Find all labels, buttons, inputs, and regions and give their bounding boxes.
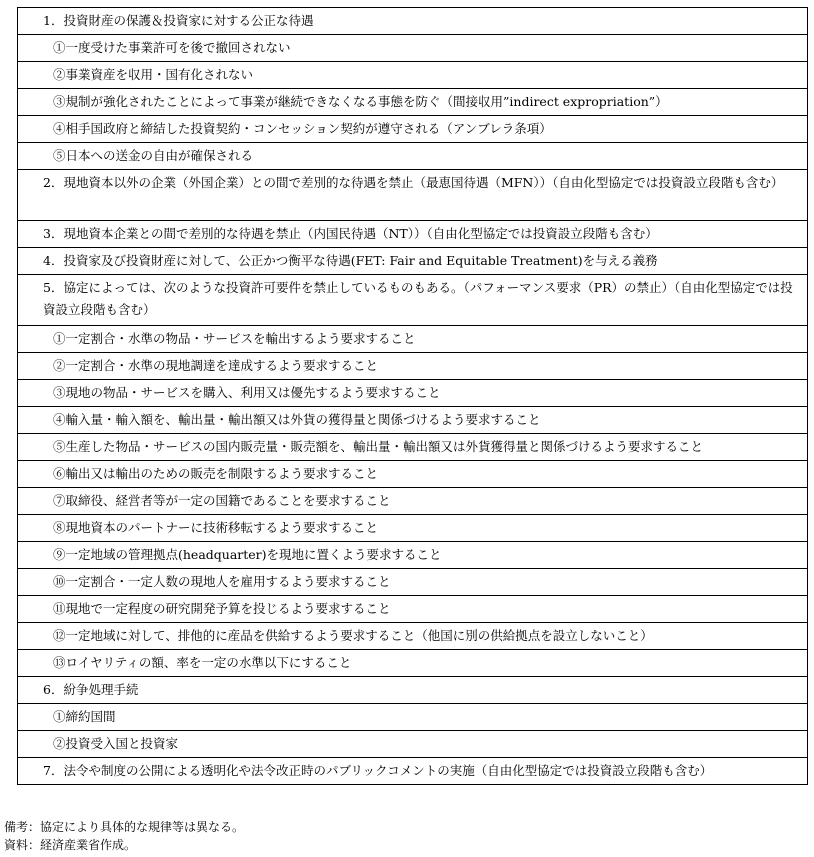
list-item: ①一度受けた事業許可を後で撤回されない	[18, 35, 808, 62]
list-item: ⑧現地資本のパートナーに技術移転するよう要求すること	[18, 515, 808, 542]
list-item: ④相手国政府と締結した投資契約・コンセッション契約が遵守される（アンブレラ条項）	[18, 116, 808, 143]
table-row	[18, 221, 808, 248]
table-row	[18, 434, 808, 461]
table-row	[18, 461, 808, 488]
table-row	[18, 650, 808, 677]
table-row	[18, 488, 808, 515]
table-row	[18, 596, 808, 623]
table-row	[18, 704, 808, 731]
list-item: ⑨一定地域の管理拠点(headquarter)を現地に置くよう要求すること	[18, 542, 808, 569]
source-note: 資料：経済産業省作成。	[4, 838, 137, 852]
list-item: ②一定割合・水準の現地調達を達成するよう要求すること	[18, 353, 808, 380]
footnotes	[4, 818, 244, 854]
table-row	[18, 326, 808, 353]
provisions-table	[17, 7, 808, 785]
list-item: ①締約国間	[18, 704, 808, 731]
list-item: ⑤生産した物品・サービスの国内販売量・販売額を、輸出量・輸出額又は外貨獲得量と関係づけるよう要求すること	[18, 434, 808, 461]
list-item: ⑤日本への送金の自由が確保される	[18, 143, 808, 170]
list-item: ⑦取締役、経営者等が一定の国籍であることを要求すること	[18, 488, 808, 515]
provisions-table-body	[18, 8, 808, 785]
list-item: ⑬ロイヤリティの額、率を一定の水準以下にすること	[18, 650, 808, 677]
section-heading: 5．協定によっては、次のような投資許可要件を禁止しているものもある。（パフォーマンス要求（PR）の禁止）（自由化型協定では投資設立段階も含む）	[18, 275, 808, 326]
section-heading: 6．紛争処理手続	[18, 677, 808, 704]
table-row	[18, 407, 808, 434]
section-heading: 3．現地資本企業との間で差別的な待遇を禁止（内国民待遇（NT））（自由化型協定では投資設立段階も含む）	[18, 221, 808, 248]
list-item: ②投資受入国と投資家	[18, 731, 808, 758]
table-row	[18, 116, 808, 143]
list-item: ④輸入量・輸入額を、輸出量・輸出額又は外貨の獲得量と関係づけるよう要求すること	[18, 407, 808, 434]
table-row	[18, 515, 808, 542]
list-item: ⑪現地で一定程度の研究開発予算を投じるよう要求すること	[18, 596, 808, 623]
table-row	[18, 8, 808, 35]
list-item: ③現地の物品・サービスを購入、利用又は優先するよう要求すること	[18, 380, 808, 407]
list-item: ①一定割合・水準の物品・サービスを輸出するよう要求すること	[18, 326, 808, 353]
list-item: ⑥輸出又は輸出のための販売を制限するよう要求すること	[18, 461, 808, 488]
table-row	[18, 275, 808, 326]
table-row	[18, 143, 808, 170]
table-row	[18, 677, 808, 704]
table-row	[18, 89, 808, 116]
section-heading: 7．法令や制度の公開による透明化や法令改正時のパブリックコメントの実施（自由化型協定では投資設立段階も含む）	[18, 758, 808, 785]
table-row	[18, 758, 808, 785]
table-row	[18, 170, 808, 221]
list-item: ③規制が強化されたことによって事業が継続できなくなる事態を防ぐ（間接収用”indirect expropriation”）	[18, 89, 808, 116]
table-row	[18, 380, 808, 407]
table-row	[18, 35, 808, 62]
table-row	[18, 731, 808, 758]
list-item: ⑫一定地域に対して、排他的に産品を供給するよう要求すること（他国に別の供給拠点を設立しないこと）	[18, 623, 808, 650]
remark-note: 備考：協定により具体的な規律等は異なる。	[4, 820, 245, 834]
table-row	[18, 623, 808, 650]
table-row	[18, 569, 808, 596]
section-heading: 1．投資財産の保護＆投資家に対する公正な待遇	[18, 8, 808, 35]
section-heading: 4．投資家及び投資財産に対して、公正かつ衡平な待遇(FET: Fair and Equitable Treatment)を与える義務	[18, 248, 808, 275]
table-row	[18, 248, 808, 275]
table-row	[18, 542, 808, 569]
table-row	[18, 353, 808, 380]
table-row	[18, 62, 808, 89]
section-heading: 2．現地資本以外の企業（外国企業）との間で差別的な待遇を禁止（最恵国待遇（MFN））（自由化型協定では投資設立段階も含む）	[18, 170, 808, 221]
list-item: ⑩一定割合・一定人数の現地人を雇用するよう要求すること	[18, 569, 808, 596]
list-item: ②事業資産を収用・国有化されない	[18, 62, 808, 89]
